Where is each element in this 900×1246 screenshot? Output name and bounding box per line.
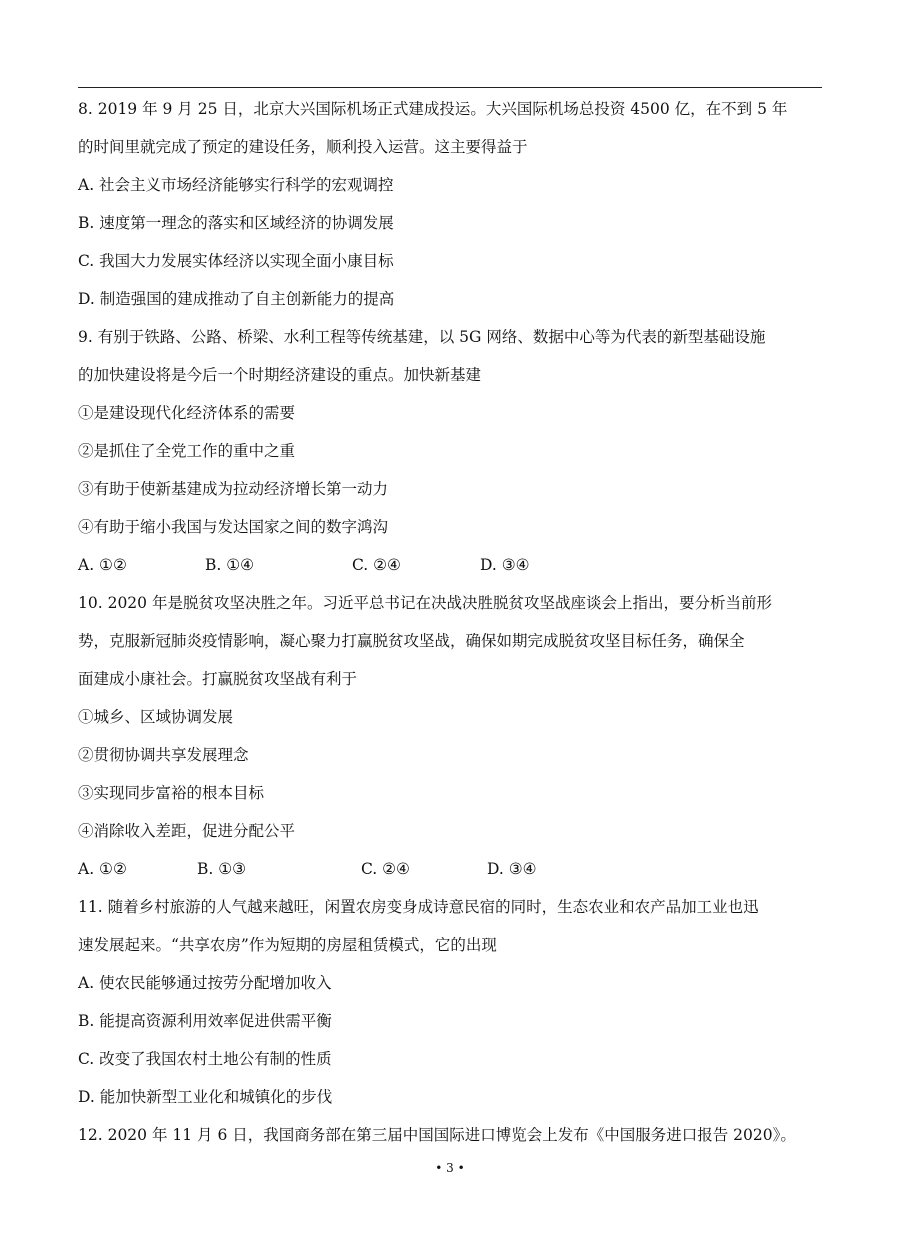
q10-statement-3: ③实现同步富裕的根本目标 bbox=[78, 784, 265, 802]
q11-option-b: B. 能提高资源利用效率促进供需平衡 bbox=[78, 1012, 332, 1030]
q8-option-d: D. 制造强国的建成推动了自主创新能力的提高 bbox=[78, 290, 395, 308]
q9-choice-d: D. ③④ bbox=[480, 556, 530, 574]
q10-choice-a: A. ①② bbox=[78, 860, 127, 878]
q8-stem-line-1: 8. 2019 年 9 月 25 日，北京大兴国际机场正式建成投运。大兴国际机场总投资 4500 亿，在不到 5 年 bbox=[78, 100, 788, 118]
q10-statement-1: ①城乡、区域协调发展 bbox=[78, 708, 234, 726]
q11-option-a: A. 使农民能够通过按劳分配增加收入 bbox=[78, 974, 332, 992]
q8-option-c: C. 我国大力发展实体经济以实现全面小康目标 bbox=[78, 252, 394, 270]
q8-option-b: B. 速度第一理念的落实和区域经济的协调发展 bbox=[78, 214, 394, 232]
q9-statement-4: ④有助于缩小我国与发达国家之间的数字鸿沟 bbox=[78, 518, 389, 536]
q11-option-c: C. 改变了我国农村土地公有制的性质 bbox=[78, 1050, 332, 1068]
q10-statement-2: ②贯彻协调共享发展理念 bbox=[78, 746, 249, 764]
q9-statement-2: ②是抓住了全党工作的重中之重 bbox=[78, 442, 296, 460]
q9-stem-line-1: 9. 有别于铁路、公路、桥梁、水利工程等传统基建，以 5G 网络、数据中心等为代表的新型基础设施 bbox=[78, 328, 766, 346]
q12-stem-line-1: 12. 2020 年 11 月 6 日，我国商务部在第三届中国国际进口博览会上发布《中国服务进口报告 2020》。 bbox=[78, 1126, 796, 1144]
q8-stem-line-2: 的时间里就完成了预定的建设任务，顺利投入运营。这主要得益于 bbox=[78, 138, 528, 156]
q10-choice-c: C. ②④ bbox=[361, 860, 410, 878]
q11-stem-line-1: 11. 随着乡村旅游的人气越来越旺，闲置农房变身成诗意民宿的同时，生态农业和农产品加工业也迅 bbox=[78, 898, 759, 916]
q10-stem-line-3: 面建成小康社会。打赢脱贫攻坚战有利于 bbox=[78, 670, 358, 688]
q9-statement-1: ①是建设现代化经济体系的需要 bbox=[78, 404, 296, 422]
q9-choice-a: A. ①② bbox=[78, 556, 127, 574]
q10-choice-b: B. ①③ bbox=[197, 860, 247, 878]
q10-statement-4: ④消除收入差距，促进分配公平 bbox=[78, 822, 296, 840]
q9-stem-line-2: 的加快建设将是今后一个时期经济建设的重点。加快新基建 bbox=[78, 366, 482, 384]
header-rule bbox=[78, 87, 822, 88]
q10-stem-line-1: 10. 2020 年是脱贫攻坚决胜之年。习近平总书记在决战决胜脱贫攻坚战座谈会上指出，要分析当前形 bbox=[78, 594, 772, 612]
q8-option-a: A. 社会主义市场经济能够实行科学的宏观调控 bbox=[78, 176, 394, 194]
q10-stem-line-2: 势，克服新冠肺炎疫情影响，凝心聚力打赢脱贫攻坚战，确保如期完成脱贫攻坚目标任务，确保全 bbox=[78, 632, 745, 650]
q9-statement-3: ③有助于使新基建成为拉动经济增长第一动力 bbox=[78, 480, 389, 498]
q10-choice-d: D. ③④ bbox=[487, 860, 537, 878]
q11-stem-line-2: 速发展起来。“共享农房”作为短期的房屋租赁模式，它的出现 bbox=[78, 936, 497, 954]
q9-choice-c: C. ②④ bbox=[352, 556, 401, 574]
q9-choice-b: B. ①④ bbox=[205, 556, 255, 574]
page-number: • 3 • bbox=[435, 1161, 465, 1175]
q11-option-d: D. 能加快新型工业化和城镇化的步伐 bbox=[78, 1088, 333, 1106]
